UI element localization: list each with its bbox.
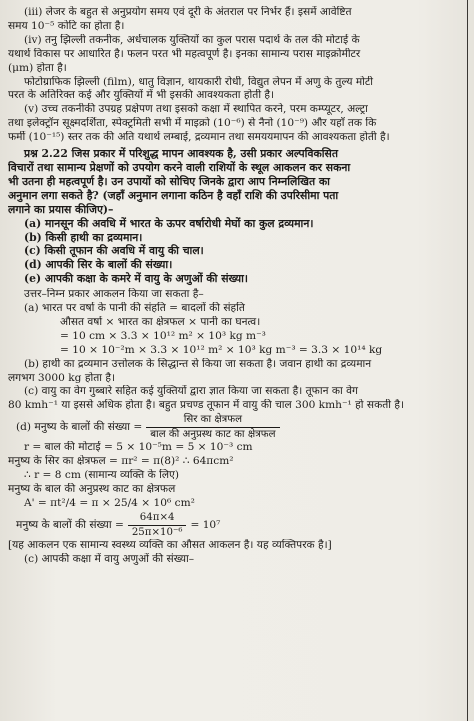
equation-line: ∴ r = 8 cm (सामान्य व्यक्ति के लिए) [24,469,180,482]
fraction [146,414,279,441]
equation-line: औसत वर्षा × भारत का क्षेत्रफल × पानी का घनत्व। [60,315,261,328]
fraction-numerator: सिर का क्षेत्रफल [183,414,243,426]
fraction-numerator: 64π×4 [139,511,175,523]
fraction-denominator: 25π×10⁻⁶ [128,525,187,539]
text-line: भी उतना ही महत्वपूर्ण है। उन उपायों को सोचिए जिनके द्वारा आप निम्नलिखित का [8,174,330,188]
question-item-d: (d) आपकी सिर के बालों की संख्या। [24,258,173,272]
text-line: समय 10⁻⁵ कोटि का होता है। [8,19,125,32]
text-line: विचारों तथा सामान्य प्रेक्षणों को उपयोग करने वाली राशियों के स्थूल आकलन कर सकना [8,160,351,174]
text-line: (v) उच्च तकनीकी उपग्रह प्रक्षेपण तथा इसको कक्षा में स्थापित करने, परम कम्प्यूटर, अल्ट्रा [24,103,368,116]
text-line: (c) वायु का वेग गुब्बारे सहित कई युक्तियों द्वारा ज्ञात किया जा सकता है। तूफान का वेग [24,385,358,398]
text-line: (iv) तनु झिल्ली तकनीक, अर्धचालक युक्तियों का कुल परास पदार्थ के तल की मोटाई के [24,33,360,46]
text-line: 80 kmh⁻¹ या इससे अधिक होता है। बहुत प्रचण्ड तूफान में वायु की चाल 300 kmh⁻¹ हो सकती है। [8,399,404,412]
question-heading: प्रश्न 2.22 जिस प्रकार में परिशुद्ध मापन आवश्यक है, उसी प्रकार अल्पविकसित [24,147,339,161]
text-line: मनुष्य के बाल की अनुप्रस्थ काट का क्षेत्रफल [8,483,176,495]
text-line: फर्मी (10⁻¹⁵) स्तर तक की अति यथार्थ लम्बाई, द्रव्यमान तथा समययमापन की आवश्यकता होती है। [8,131,390,144]
hair-count-formula [8,414,460,441]
text-line: लगभग 3000 kg होता है। [8,371,115,384]
text-line: (a) भारत पर वर्षा के पानी की संहति = बादलों की संहति [24,302,245,315]
text-line: लगाने का प्रयास कीजिए)– [8,202,114,216]
text-line: (iii) लेजर के बहुत से अनुप्रयोग समय एवं दूरी के अंतराल पर निर्भर हैं। इसमें आवेष्टित [24,6,352,18]
text-line: फोटोग्राफिक झिल्ली (film), धातु विज्ञान, थायकारी रोधी, विद्युत लेपन में अणु के तुल्य मोटी [24,75,373,88]
equation-line: A' = πt²/4 = π × 25/4 × 10⁶ cm² [24,496,195,509]
fraction-denominator: बाल की अनुप्रस्थ काट का क्षेत्रफल [146,427,279,441]
text-line: [यह आकलन एक सामान्य स्वस्थ्य व्यक्ति का औसत आकलन है। यह व्यक्तिपरक है।] [8,538,332,551]
equation-line: r = बाल की मोटाई = 5 × 10⁻⁵m = 5 × 10⁻³ cm [24,441,253,454]
text-line: (μm) होता है। [8,61,67,74]
text-line: (b) हाथी का द्रव्यमान उत्तोलक के सिद्धान्त से किया जा सकता है। जवान हाथी का द्रव्यमान [24,357,372,370]
text-line: (c) आपकी कक्षा में वायु अणुओं की संख्या– [24,552,195,565]
question-item-b: (b) किसी हाथी का द्रव्यमान। [24,230,143,244]
text-line: यथार्थ विकास पर आधारित है। फलन परत भी महत्वपूर्ण है। इनका सामान्य परास माइक्रोमीटर [8,47,361,60]
formula-lhs: (d) मनुष्य के बालों की संख्या = [16,421,143,434]
text-line: अनुमान लगा सकते है? (जहाँ अनुमान लगाना कठिन है वहाँ राशि की उपरिसीमा पता [8,188,339,202]
equation-line: = 10 × 10⁻²m × 3.3 × 10¹² m² × 10³ kg m⁻³ = 3.3 × 10¹⁴ kg [60,343,383,356]
formula-rhs: = 10⁷ [190,518,221,531]
text-line: परत के अतिरिक्त कई और युक्तियों में भी इसकी आवश्यकता होती है। [8,89,275,102]
question-item-e: (e) आपकी कक्षा के कमरे में वायु के अणुओं की संख्या। [24,272,248,286]
equation-line: = 10 cm × 3.3 × 10¹² m² × 10³ kg m⁻³ [60,329,266,342]
question-item-c: (c) किसी तूफान की अवधि में वायु की चाल। [24,244,204,258]
page-border-line [467,0,469,721]
answer-heading: उत्तर–निम्न प्रकार आकलन किया जा सकता है– [24,288,204,301]
hair-count-result [8,512,460,539]
formula-lhs: मनुष्य के बालों की संख्या = [16,518,124,531]
text-line: तथा इलेक्ट्रॉन सूक्ष्मदर्शिता, स्पेक्ट्रमिती सभी में माइक्रो (10⁻⁶) से नैनो (10⁻⁹) और यहाँ तक कि [8,117,377,130]
fraction [128,512,187,539]
equation-line: मनुष्य के सिर का क्षेत्रफल = πr² = π(8)² ∴ 64πcm² [8,455,234,468]
question-item-a: (a) मानसून की अवधि में भारत के ऊपर वर्षारोधी मेघों का कुल द्रव्यमान। [24,216,314,230]
